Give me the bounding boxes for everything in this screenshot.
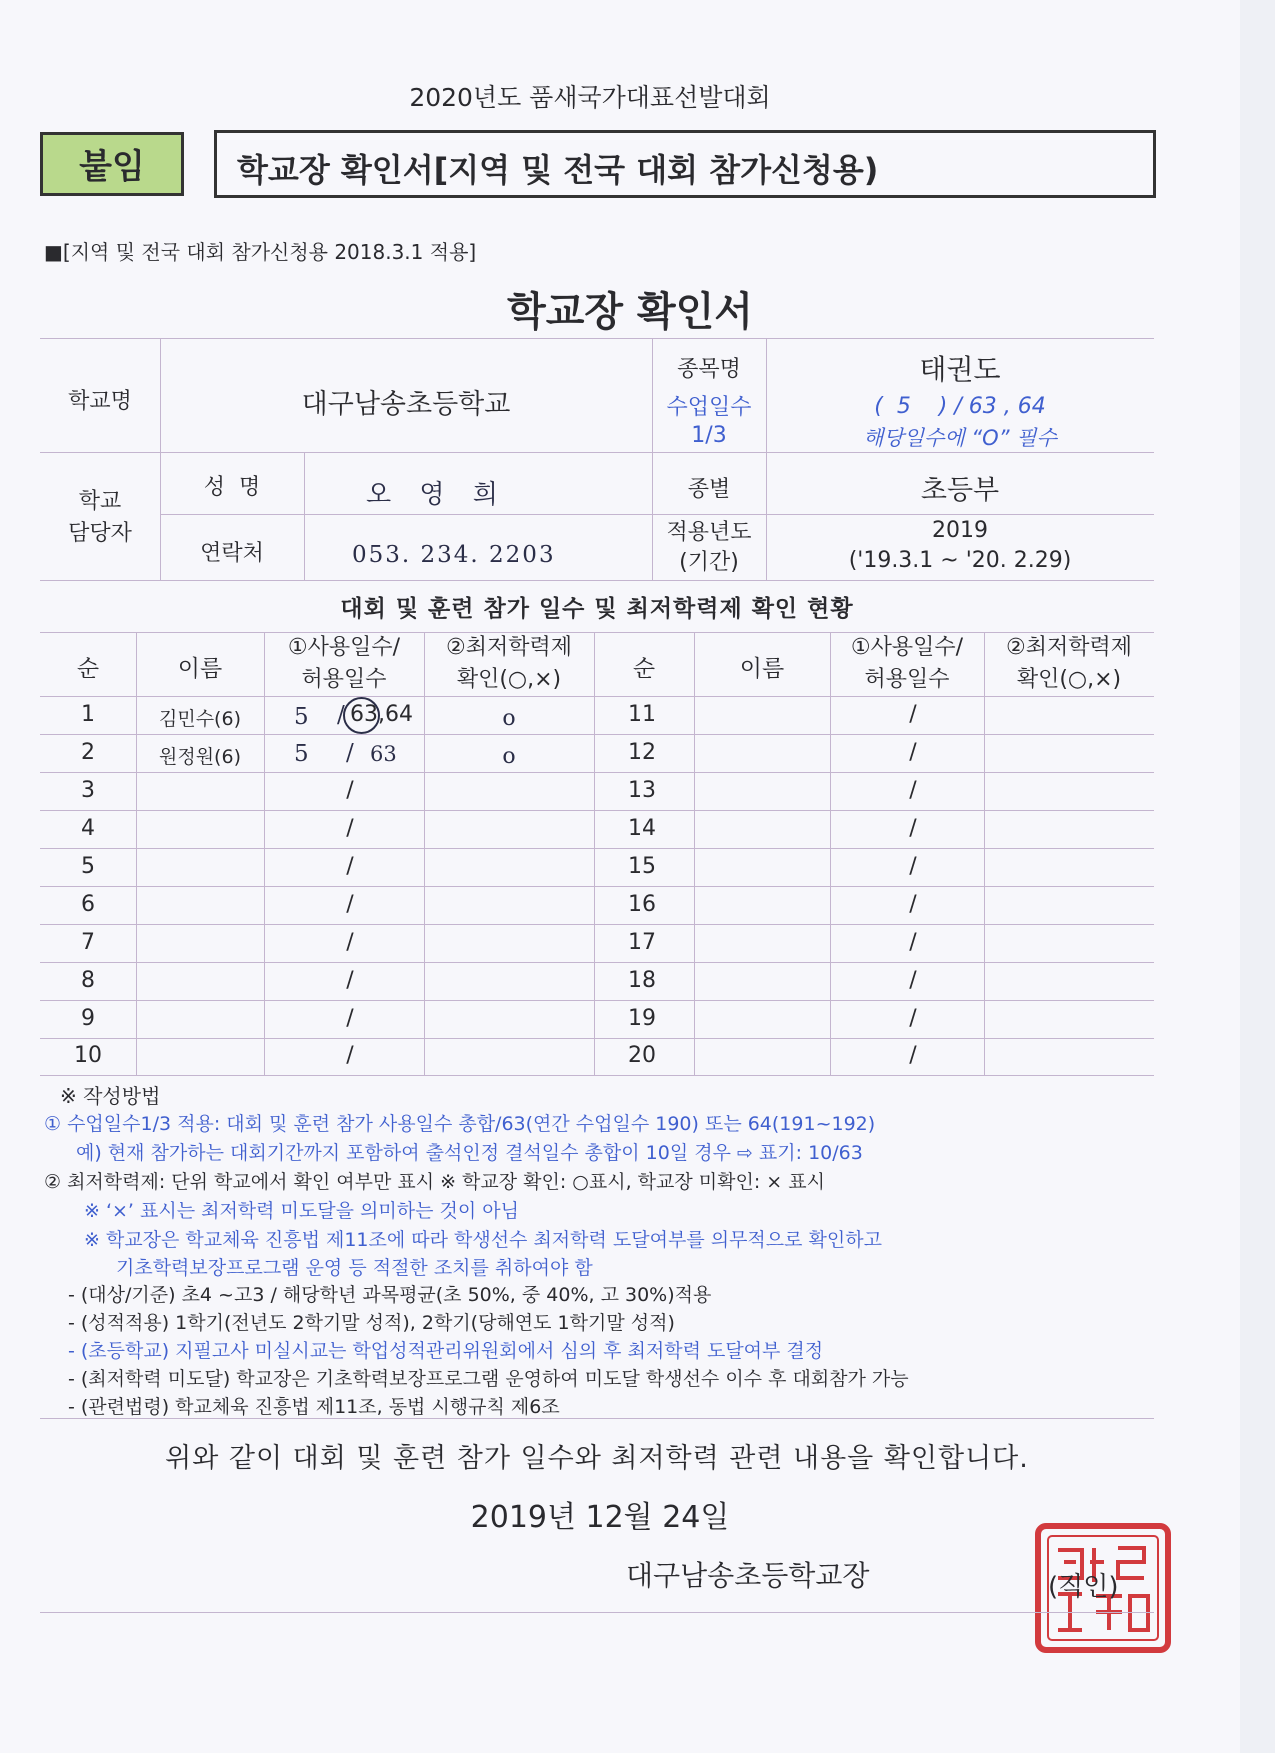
- division-value: 초등부: [920, 475, 1000, 506]
- days-slash: /: [909, 740, 917, 765]
- days-slash: /: [346, 968, 354, 993]
- row-number: 18: [628, 968, 656, 993]
- minimum-achievement-check: o: [502, 706, 516, 731]
- row-number: 10: [74, 1043, 102, 1068]
- days-slash: /: [346, 816, 354, 841]
- col-header-no-left: 순: [76, 656, 100, 682]
- year-label-line2: (기간): [679, 550, 739, 575]
- row-number: 1: [81, 702, 95, 727]
- col-header-name-left: 이름: [177, 656, 223, 682]
- row-number: 6: [81, 892, 95, 917]
- year-label: [652, 518, 766, 578]
- col-header-days-line1: ①사용일수/: [287, 635, 401, 660]
- signatory: 대구남송초등학교장: [626, 1559, 870, 1592]
- days-slash: /: [346, 854, 354, 879]
- days-slash: /: [346, 778, 354, 803]
- used-days: 5: [294, 741, 309, 767]
- form-title-box: [214, 130, 1156, 198]
- col-header-days-left: [264, 632, 424, 696]
- col-header-name-right: 이름: [739, 656, 785, 682]
- manager-name: 오 영 희: [366, 480, 508, 510]
- manager-label-line2: 담당자: [68, 521, 132, 546]
- days-slash: /: [909, 816, 917, 841]
- instruction-line: - (초등학교) 지필고사 미실시교는 학업성적관리위원회에서 심의 후 최저학력 도달여부 결정: [68, 1340, 824, 1362]
- row-number: 9: [81, 1006, 95, 1031]
- col-header-check-line2: 확인(○,×): [456, 667, 562, 692]
- instruction-line: - (성적적용) 1학기(전년도 2학기말 성적), 2학기(당해연도 1학기말 성적): [68, 1312, 675, 1334]
- instruction-line: 기초학력보장프로그램 운영 등 적절한 조치를 취하여야 함: [116, 1257, 593, 1279]
- row-number: 8: [81, 968, 95, 993]
- student-name: 김민수(6): [159, 708, 241, 730]
- instruction-line: ※ 학교장은 학교체육 진흥법 제11조에 따라 학생선수 최저학력 도달여부를 의무적으로 확인하고: [84, 1229, 882, 1251]
- year-value: 2019: [932, 518, 988, 543]
- col-header-days-line2: 허용일수: [864, 667, 950, 692]
- student-name: 원정원(6): [159, 746, 241, 768]
- col-header-no-right: 순: [632, 656, 656, 682]
- applicability-note: ■[지역 및 전국 대회 참가신청용 2018.3.1 적용]: [44, 240, 477, 264]
- issue-date: 2019년 12월 24일: [470, 1500, 730, 1535]
- col-header-check-right: [984, 632, 1154, 696]
- row-number: 12: [628, 740, 656, 765]
- col-header-check-line1: ②최저학력제: [446, 635, 572, 660]
- document-title: 학교장 확인서: [507, 289, 753, 335]
- days-slash: /: [337, 702, 345, 728]
- row-number: 15: [628, 854, 656, 879]
- class-days-label-line1: 수업일수: [666, 395, 752, 420]
- days-slash: /: [346, 892, 354, 917]
- days-slash: /: [909, 892, 917, 917]
- confirmation-statement: 위와 같이 대회 및 훈련 참가 일수와 최저학력 관련 내용을 확인합니다.: [165, 1443, 1029, 1474]
- manager-label: [40, 486, 160, 550]
- row-number: 13: [628, 778, 656, 803]
- participation-section-title: 대회 및 훈련 참가 일수 및 최저학력제 확인 현황: [340, 596, 854, 622]
- col-header-check-line2: 확인(○,×): [1016, 667, 1122, 692]
- allowed-days: 63,64: [350, 702, 413, 727]
- instruction-line: ② 최저학력제: 단위 학교에서 확인 여부만 표시 ※ 학교장 확인: ○표시, 학교장 미확인: × 표시: [44, 1171, 825, 1193]
- class-days-label-line2: 1/3: [691, 423, 727, 448]
- instruction-line: - (대상/기준) 초4 ~고3 / 해당학년 과목평균(초 50%, 중 40%, 고 30%)적용: [68, 1284, 712, 1306]
- days-slash: /: [346, 1006, 354, 1031]
- event-title: 2020년도 품새국가대표선발대회: [409, 83, 771, 112]
- days-slash: /: [909, 1006, 917, 1031]
- instruction-line: ※ ‘×’ 표시는 최저학력 미도달을 의미하는 것이 아님: [84, 1200, 519, 1222]
- row-number: 3: [81, 778, 95, 803]
- days-slash: /: [909, 854, 917, 879]
- row-number: 19: [628, 1006, 656, 1031]
- row-number: 4: [81, 816, 95, 841]
- row-number: 17: [628, 930, 656, 955]
- days-slash: /: [346, 1043, 354, 1068]
- col-header-check-left: [424, 632, 594, 696]
- days-slash: /: [909, 702, 917, 727]
- minimum-achievement-check: o: [502, 744, 516, 769]
- days-slash: /: [346, 740, 354, 766]
- allowed-days: 63: [370, 742, 397, 766]
- days-slash: /: [346, 930, 354, 955]
- days-slash: /: [909, 1043, 917, 1068]
- col-header-days-line1: ①사용일수/: [850, 635, 964, 660]
- contact-label: 연락처: [200, 541, 264, 566]
- selected-days-circle: [343, 697, 380, 734]
- school-name: 대구남송초등학교: [301, 389, 511, 420]
- row-number: 14: [628, 816, 656, 841]
- instruction-line: 예) 현재 참가하는 대회기간까지 포함하여 출석인정 결석일수 총합이 10일 경우 ⇨ 표기: 10/63: [76, 1142, 863, 1164]
- form-title: 학교장 확인서[지역 및 전국 대회 참가신청용): [237, 151, 879, 189]
- contact-value: 053. 234. 2203: [352, 542, 556, 568]
- row-number: 16: [628, 892, 656, 917]
- division-label: 종별: [687, 477, 731, 502]
- instructions-heading: ※ 작성방법: [60, 1084, 161, 1108]
- instruction-line: - (관련법령) 학교체육 진흥법 제11조, 동법 시행규칙 제6조: [68, 1396, 560, 1418]
- row-number: 2: [81, 740, 95, 765]
- instruction-line: - (최저학력 미도달) 학교장은 기초학력보장프로그램 운영하여 미도달 학생선수 이수 후 대회참가 가능: [68, 1368, 909, 1390]
- class-days-label: [652, 394, 766, 450]
- manager-label-line1: 학교: [78, 489, 122, 514]
- sport-value: 태권도: [919, 353, 1001, 386]
- seal-label: (직인): [1048, 1572, 1119, 1602]
- days-slash: /: [909, 968, 917, 993]
- used-days: 5: [294, 704, 309, 730]
- col-header-check-line1: ②최저학력제: [1006, 635, 1132, 660]
- row-number: 11: [628, 702, 656, 727]
- days-slash: /: [909, 778, 917, 803]
- name-label: 성 명: [203, 475, 261, 500]
- year-label-line1: 적용년도: [666, 520, 752, 545]
- instruction-line: ① 수업일수1/3 적용: 대회 및 훈련 참가 사용일수 총합/63(연간 수업일수 190) 또는 64(191~192): [44, 1113, 876, 1135]
- class-days-value: ( 5 ) / 63 , 64: [874, 394, 1046, 419]
- sport-label: 종목명: [677, 357, 741, 382]
- row-number: 5: [81, 854, 95, 879]
- school-name-label: 학교명: [68, 389, 132, 414]
- row-number: 7: [81, 930, 95, 955]
- year-period: ('19.3.1 ~ '20. 2.29): [848, 548, 1072, 573]
- attachment-tag: 붙임: [40, 132, 184, 196]
- official-seal: [1034, 1522, 1172, 1654]
- col-header-days-right: [830, 632, 984, 696]
- class-days-note: 해당일수에 “O” 필수: [863, 426, 1057, 450]
- col-header-days-line2: 허용일수: [301, 667, 387, 692]
- days-slash: /: [909, 930, 917, 955]
- row-number: 20: [628, 1043, 656, 1068]
